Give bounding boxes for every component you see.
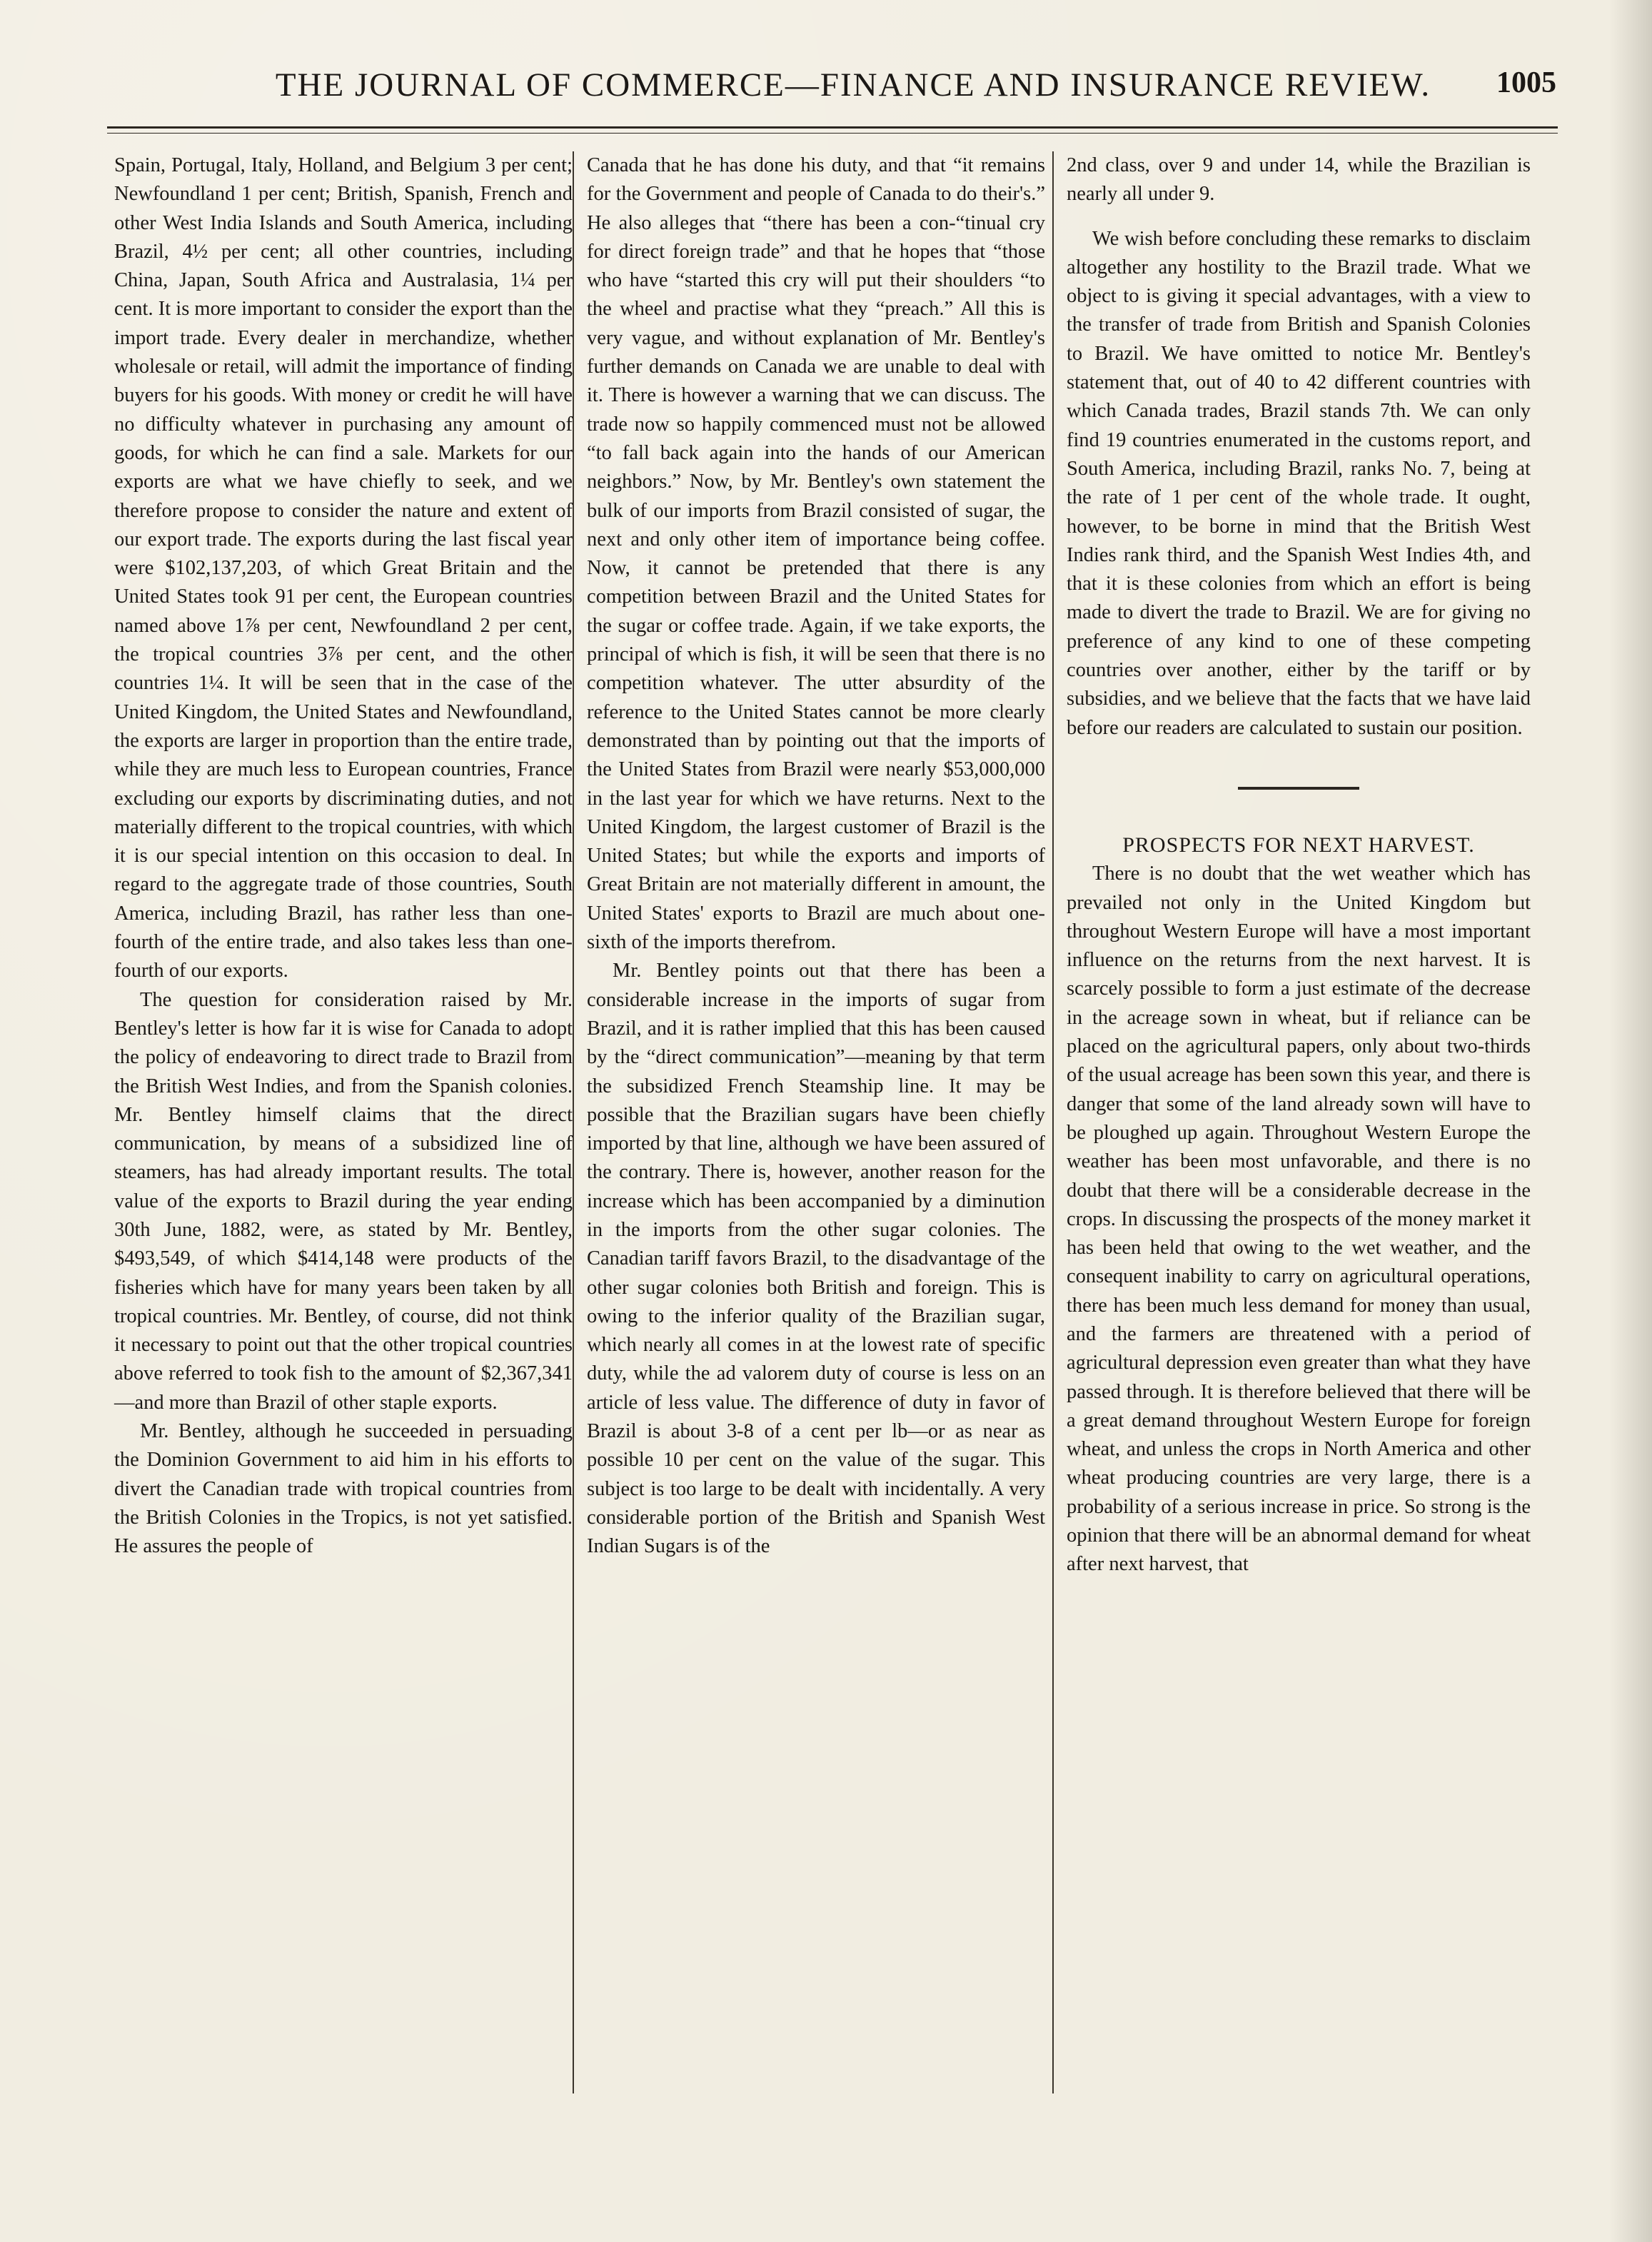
page-edge-shadow [1609, 0, 1652, 2242]
running-header [100, 66, 1556, 109]
header-rule [107, 126, 1558, 129]
page-number: 1005 [1496, 66, 1556, 99]
paragraph: Mr. Bentley, although he succeeded in persuading the Dominion Government to aid him in his efforts to divert the Canadian trade with tropical countries from the British Colonies in the Tropics, is not yet satisfied. He assures the people of [114, 1420, 573, 1558]
header-rule-thin [107, 133, 1558, 134]
column-3 [1067, 151, 1531, 1579]
paragraph: Mr. Bentley points out that there has been a considerable increase in the imports of sugar from Brazil, and it is rather implied that this has been caused by the “direct communication”—meaning by that term the subsidized French Steamship line. It may be possible that the Brazilian sugars have been chiefly imported by that line, although we have been assured of the contrary. There is, however, another reason for the increase which has been accompanied by a diminution in the imports from the other sugar colonies. The Canadian tariff favors Brazil, to the disadvantage of the other sugar colonies both British and foreign. This is owing to the inferior quality of the Brazilian sugar, which nearly all comes in at the lowest rate of specific duty, while the ad valorem duty of course is less on an article of less value. The difference of duty in favor of Brazil is about 3-8 of a cent per lb—or as near as possible 10 per cent on the value of the sugar. This subject is too large to be dealt with incidentally. A very considerable portion of the British and Spanish West Indian Sugars is of the [587, 960, 1045, 1558]
paragraph: There is no doubt that the wet weather which has prevailed not only in the United Kingdom but throughout Western Europe will have a most important influence on the returns from the next harvest. It is scarcely possible to form a just estimate of the decrease in the acreage sown in wheat, but if reliance can be placed on the agricultural papers, only about two-thirds of the usual acreage has been sown this year, and there is danger that some of the land already sown will have to be ploughed up again. Throughout Western Europe the weather has been most unfavorable, and there is no doubt that there will be a considerable decrease in the crops. In discussing the prospects of the money market it has been held that owing to the wet weather, and the consequent inability to carry on agricultural operations, there has been much less demand for money than usual, and the farmers are threatened with a period of agricultural depression even greater than what they have passed through. It is therefore believed that there will be a great demand throughout Western Europe for foreign wheat, and unless the crops in North America and other wheat producing countries are very large, there is a probability of a serious increase in price. So strong is the opinion that there will be an abnormal demand for wheat after next harvest, that [1067, 863, 1531, 1576]
column-divider-2 [1052, 151, 1054, 2093]
paragraph: 2nd class, over 9 and under 14, while the Brazilian is nearly all under 9. [1067, 154, 1531, 206]
paragraph: Canada that he has done his duty, and that “it remains for the Government and people of Canada to do their's.” He also alleges that “there has been a con-“tinual cry for direct foreign trade” and that he hopes that “those who have “started this cry will put their shoulders “to the wheel and practise what they “preach.” All this is very vague, and without explanation of Mr. Bentley's further demands on Canada we are unable to deal with it. There is however a warning that we can discuss. The trade now so happily commenced must not be allowed “to fall back again into the hands of our American neighbors.” Now, by Mr. Bentley's own statement the bulk of our imports from Brazil consisted of sugar, the next and only other item of importance being coffee. Now, it cannot be pretended that there is any competition between Brazil and the United States for the sugar or coffee trade. Again, if we take exports, the principal of which is fish, it will be seen that there is no competition whatever. The utter absurdity of the reference to the United States cannot be more clearly demonstrated than by pointing out that the imports of the United States from Brazil were nearly $53,000,000 in the last year for which we have returns. Next to the United Kingdom, the largest customer of Brazil is the United States; but while the exports and imports of Great Britain are not materially different in amount, the United States' exports to Brazil are much about one-sixth of the imports therefrom. [587, 154, 1045, 954]
column-2 [587, 151, 1045, 1562]
column-divider-1 [573, 151, 574, 2093]
paragraph: The question for consideration raised by Mr. Bentley's letter is how far it is wise for Canada to adopt the policy of endeavoring to direct trade to Brazil from the British West Indies, and from the Spanish colonies. Mr. Bentley himself claims that the direct communication, by means of a subsidized line of steamers, has had already important results. The total value of the exports to Brazil during the year ending 30th June, 1882, were, as stated by Mr. Bentley, $493,549, of which $414,148 were products of the fisheries which have for many years been taken by all tropical countries. Mr. Bentley, of course, did not think it necessary to point out that the other tropical countries above referred to took fish to the amount of $2,367,341—and more than Brazil of other staple exports. [114, 988, 573, 1414]
column-1 [114, 151, 573, 1562]
journal-title: THE JOURNAL OF COMMERCE—FINANCE AND INSURANCE REVIEW. [275, 66, 1431, 104]
section-separator [1238, 787, 1359, 790]
section-heading: PROSPECTS FOR NEXT HARVEST. [1122, 833, 1475, 857]
paragraph: Spain, Portugal, Italy, Holland, and Belgium 3 per cent; Newfoundland 1 per cent; British, Spanish, French and other West India Islands and South America, including Brazil, 4½ per cent; all other countries, including China, Japan, South Africa and Australasia, 1¼ per cent. It is more important to consider the export than the import trade. Every dealer in merchandize, whether wholesale or retail, will admit the importance of finding buyers for his goods. With money or credit he will have no difficulty whatever in purchasing any amount of goods, for which he can find a sale. Markets for our exports are what we have chiefly to seek, and we therefore propose to consider the nature and extent of our export trade. The exports during the last fiscal year were $102,137,203, of which Great Britain and the United States took 91 per cent, the European countries named above 1⅞ per cent, Newfoundland 2 per cent, the tropical countries 3⅞ per cent, and the other countries 1¼. It will be seen that in the case of the United Kingdom, the United States and Newfoundland, the exports are larger in proportion than the entire trade, while they are much less to European countries, France excluding our exports by discriminating duties, and not materially different to the tropical countries, with which it is our special intention on this occasion to deal. In regard to the aggregate trade of those countries, South America, including Brazil, has rather less than one-fourth of the entire trade, and also takes less than one-fourth of our exports. [114, 154, 573, 982]
paragraph: We wish before concluding these remarks to disclaim altogether any hostility to the Brazil trade. What we object to is giving it special advantages, with a view to the transfer of trade from British and Spanish Colonies to Brazil. We have omitted to notice Mr. Bentley's statement that, out of 40 to 42 different countries with which Canada trades, Brazil stands 7th. We can only find 19 countries enumerated in the customs report, and South America, including Brazil, ranks No. 7, being at the rate of 1 per cent of the whole trade. It ought, however, to be borne in mind that the British West Indies rank third, and the Spanish West Indies 4th, and that it is these colonies from which an effort is being made to divert the trade to Brazil. We are for giving no preference of any kind to one of these competing countries over another, either by the tariff or by subsidies, and we believe that the facts that we have laid before our readers are calculated to sustain our position. [1067, 227, 1531, 739]
